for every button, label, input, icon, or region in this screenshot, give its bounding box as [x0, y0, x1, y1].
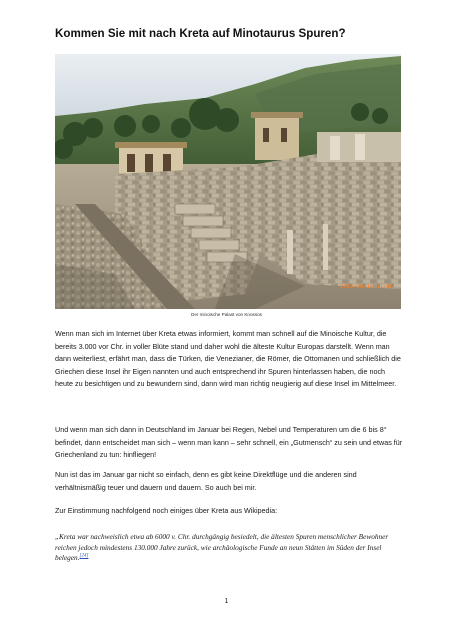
wikipedia-quote: [55, 532, 405, 564]
knossos-palace-photo: [55, 54, 401, 309]
page-number: 1: [224, 598, 229, 605]
photo-date-stamp: 2012/06/14 11:45: [340, 284, 393, 290]
figure-caption: Der minoische Palast von Knossos: [191, 312, 262, 317]
quote-text: „Kreta war nachweislich etwa ab 6000 v. Chr. durchgängig besiedelt, die ältesten Spuren menschlicher Bewohner reichen jedoch mindestens 130.000 Jahre zurück, wie archäologische Funde an neun Stätten im Süden der Insel belegen.: [55, 532, 389, 563]
footnote-link[interactable]: [24]: [79, 553, 89, 559]
paragraph-1: Wenn man sich im Internet über Kreta etwas informiert, kommt man schnell auf die Minoische Kultur, die bereits 3.000 vor Chr. in voller Blüte stand und daher wohl die älteste Kultur Europas darstellt. Wenn man dann weiterliest, erfährt man, dass die Türken, die Venezianer, die Römer, die Ottomanen und schließlich die Griechen diese Insel ihr Eigen nannten und auch entsprechend ihr Spuren hinterlassen haben, die noch heute zu besichtigen und zu bewundern sind, dann wird man richtig neugierig auf diese Insel im Mittelmeer.: [55, 329, 401, 388]
paragraph-3: Nun ist das im Januar gar nicht so einfach, denn es gibt keine Direktflüge und die anderen sind verhältnismäßig teuer und dauern und dauern. So auch bei mir.: [55, 470, 357, 492]
paragraph-4: Zur Einstimmung nachfolgend noch einiges über Kreta aus Wikipedia:: [55, 506, 278, 515]
page-title: Kommen Sie mit nach Kreta auf Minotaurus Spuren?: [55, 27, 346, 40]
paragraph-2: Und wenn man sich dann in Deutschland im Januar bei Regen, Nebel und Temperaturen um die 6 bis 8° befindet, dann entscheidet man sich – wenn man kann – sehr schnell, ein „Gutmensch“ zu sein und etwas für Griechenland zu tun: hinfliegen!: [55, 425, 403, 459]
